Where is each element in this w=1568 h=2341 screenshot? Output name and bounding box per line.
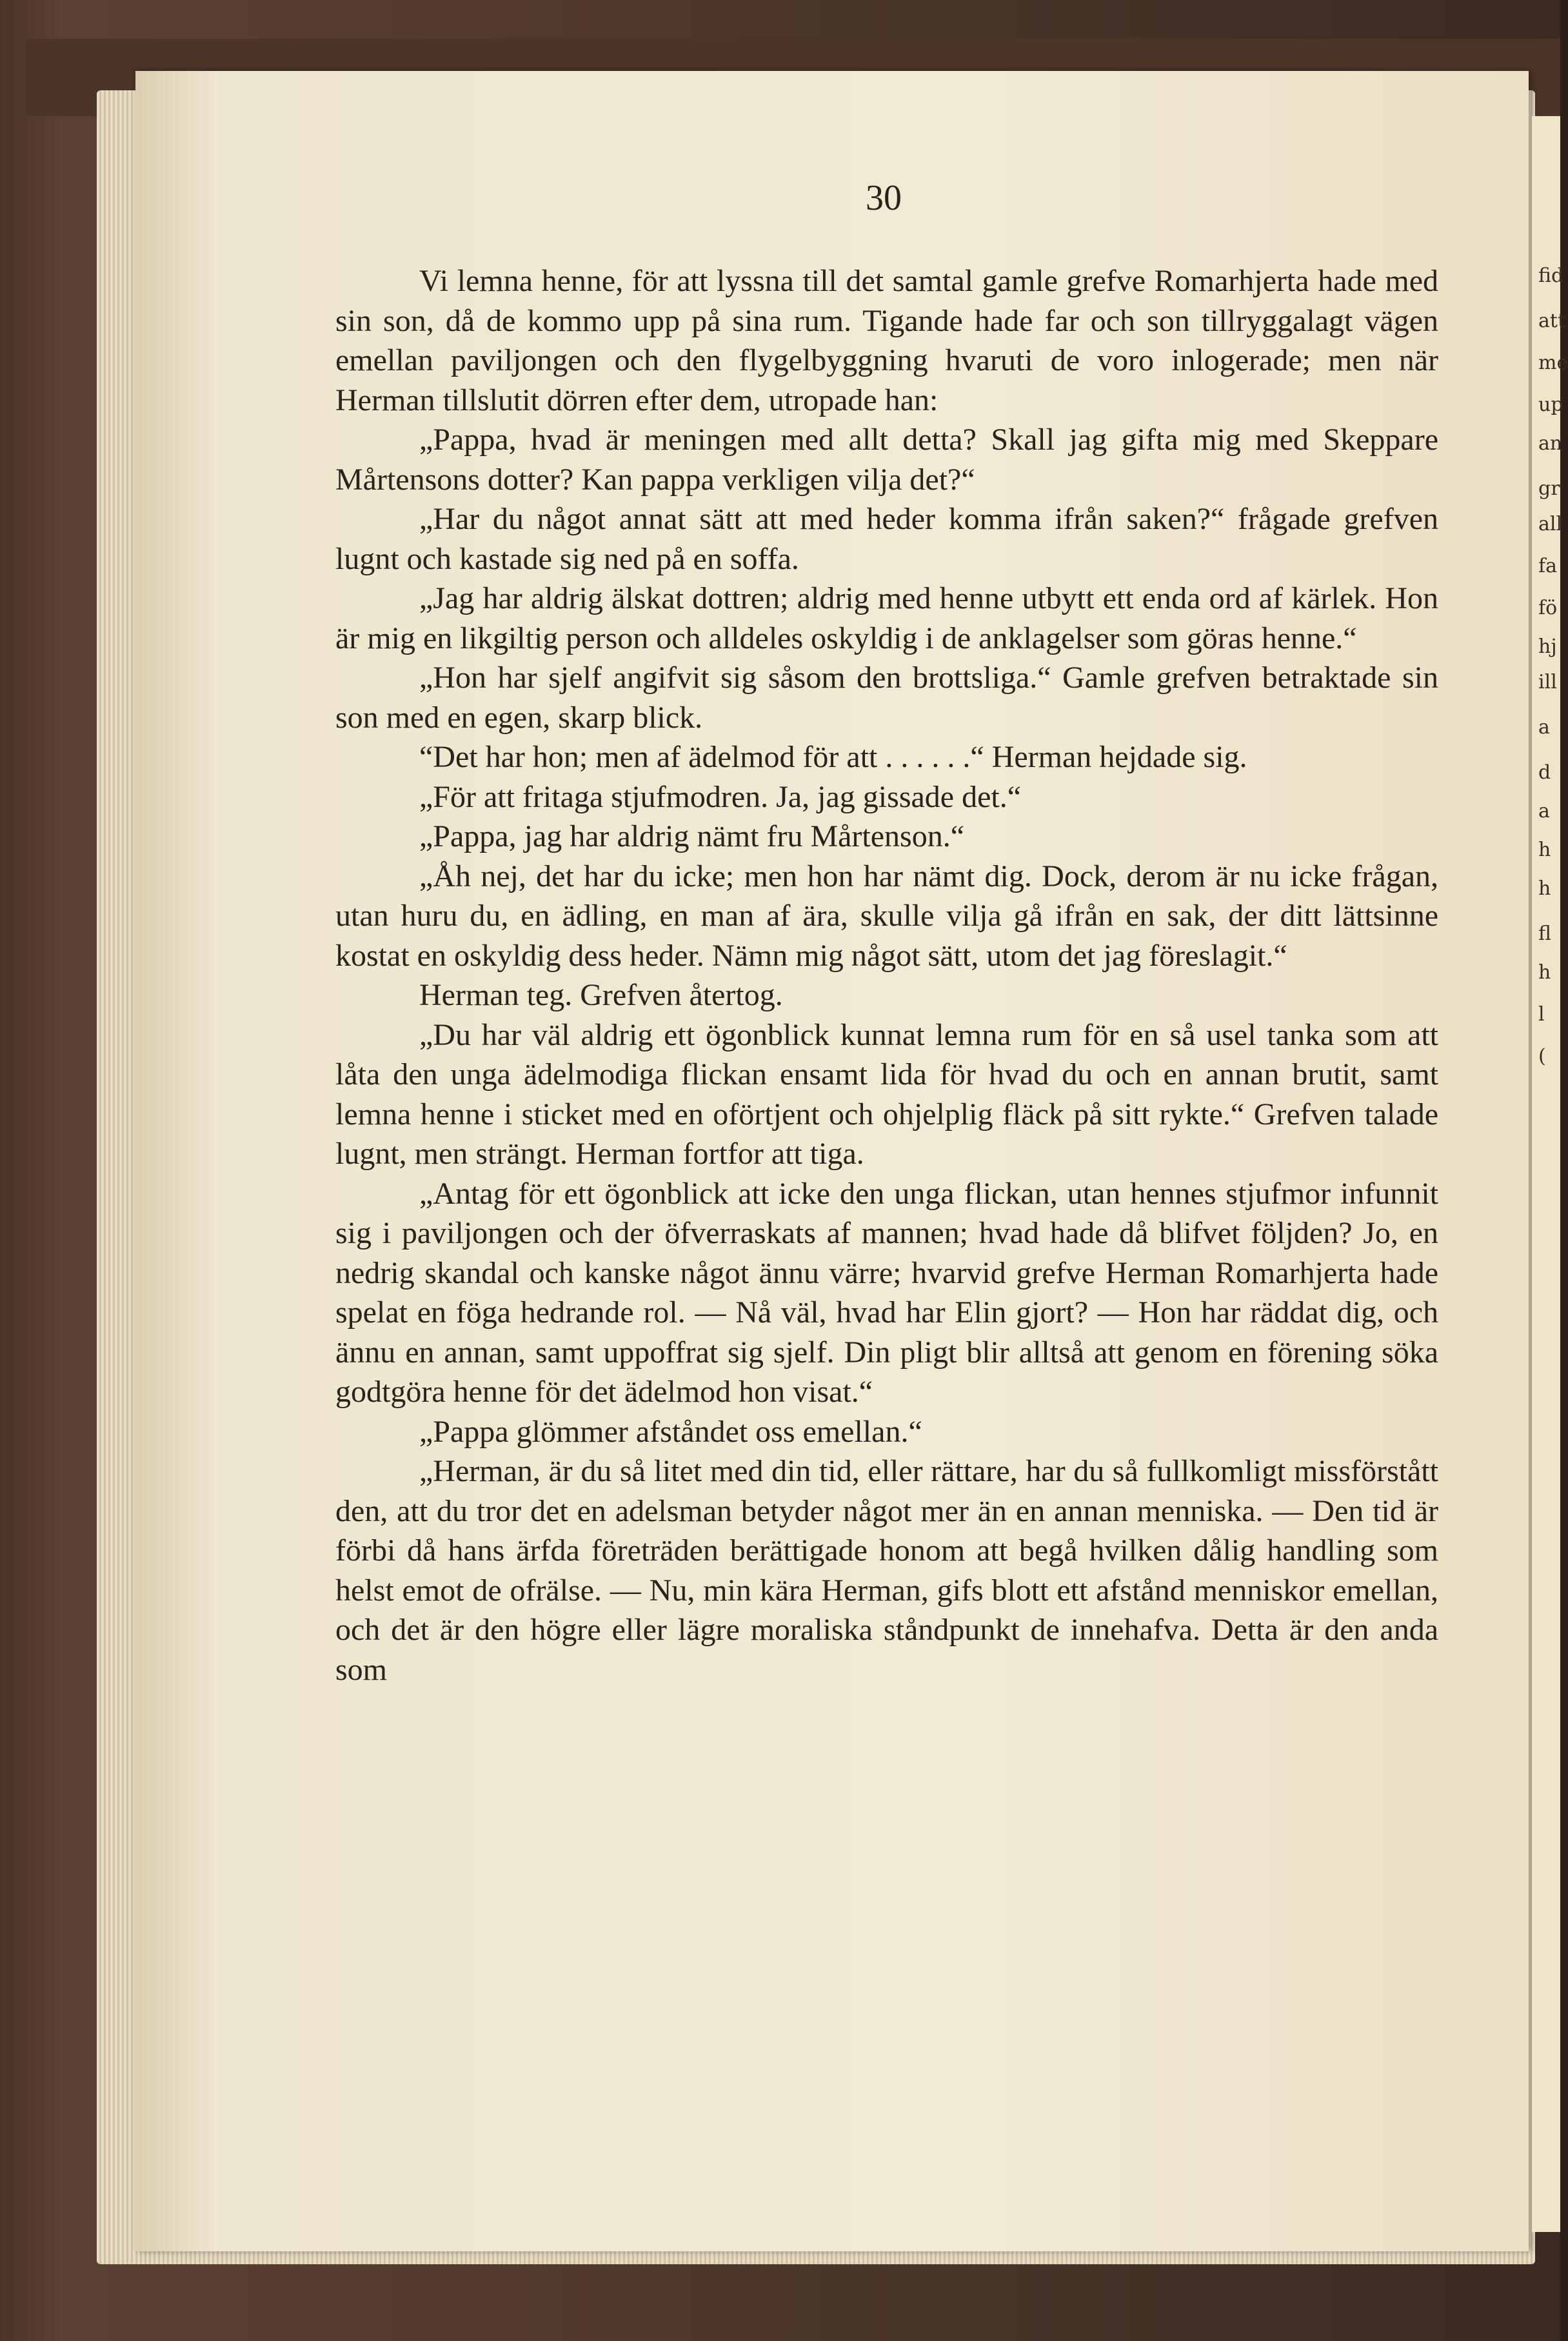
margin-fragment: fl <box>1538 922 1552 945</box>
paragraph: „Pappa, hvad är meningen med allt detta? Skall jag gifta mig med Skeppare Mårtensons dotter? Kan pappa verkligen vilja det?“ <box>335 423 1438 497</box>
margin-fragment: h <box>1538 839 1551 861</box>
margin-fragment: att <box>1538 310 1565 332</box>
next-page-margin <box>1532 116 1568 2232</box>
margin-fragment: hj <box>1538 635 1557 658</box>
paragraph: „För att fritaga stjufmodren. Ja, jag gissade det.“ <box>419 779 1022 814</box>
paragraph: „Pappa, jag har aldrig nämt fru Mårtenson.“ <box>419 819 965 853</box>
margin-fragment: d <box>1538 761 1551 784</box>
margin-fragment: an <box>1538 432 1563 455</box>
margin-fragment: gr <box>1538 477 1560 500</box>
paragraph: „Åh nej, det har du icke; men hon har nämt dig. Dock, derom är nu icke frågan, utan huru du, en ädling, en man af ära, skulle vilja gå ifrån en sak, der ditt lättsinne kostat en oskyldig dess heder. Nämn mig något sätt, utom det jag föreslagit.“ <box>335 859 1438 973</box>
margin-fragment: ( <box>1538 1045 1546 1068</box>
margin-fragment: h <box>1538 877 1551 900</box>
paragraph: „Du har väl aldrig ett ögonblick kunnat lemna rum för en så usel tanka som att låta den unga ädelmodiga flickan ensamt lida för hvad du och en annan brutit, samt lemna henne i sticket med en oförtjent och ohjelplig fläck på sitt rykte.“ Grefven talade lugnt, men strängt. Herman fortfor att tiga. <box>335 1017 1438 1171</box>
margin-fragment: a <box>1538 800 1550 822</box>
page-number: 30 <box>866 178 902 218</box>
paragraph: „Antag för ett ögonblick att icke den unga flickan, utan hennes stjufmor infunnit sig i paviljongen och der öfverraskats af mannen; hvad hade då blifvet följden? Jo, en nedrig skandal och kanske något ännu värre; hvarvid grefve Herman Romarhjerta hade spelat en föga hedrande rol. — Nå väl, hvad har Elin gjort? — Hon har räddat dig, och ännu en annan, samt uppoffrat sig sjelf. Din pligt blir alltså att genom en förening söka godtgöra henne för det ädelmod hon visat.“ <box>335 1176 1438 1409</box>
margin-fragment: up <box>1538 393 1563 416</box>
paragraph: „Hon har sjelf angifvit sig såsom den brottsliga.“ Gamle grefven betraktade sin son med en egen, skarp blick. <box>335 661 1438 735</box>
paragraph: „Jag har aldrig älskat dottren; aldrig med henne utbytt ett enda ord af kärlek. Hon är mig en likgiltig person och alldeles oskyldig i de anklagelser som göras henne.“ <box>335 581 1438 655</box>
margin-fragment: all <box>1538 513 1563 535</box>
margin-fragment: a <box>1538 716 1550 739</box>
paragraph: “Det har hon; men af ädelmod för att . . . . . .“ Herman hejdade sig. <box>419 740 1247 774</box>
paragraph: „Herman, är du så litet med din tid, eller rättare, har du så fullkomligt missförstått den, att du tror det en adelsman betyder något mer än en annan menniska. — Den tid är förbi då hans ärfda företräden berättigade honom att begå hvilken dålig handling som helst emot de ofrälse. — Nu, min kära Herman, gifs blott ett afstånd menniskor emellan, och det är den högre eller lägre moraliska ståndpunkt de innehafva. Detta är den anda som <box>335 1454 1438 1687</box>
margin-fragment: fid <box>1538 264 1564 287</box>
paragraph: Herman teg. Grefven återtog. <box>419 978 783 1012</box>
margin-fragment: l <box>1538 1003 1545 1026</box>
margin-fragment: fa <box>1538 555 1557 577</box>
body-text <box>335 261 1438 1689</box>
margin-fragment: me <box>1538 352 1568 374</box>
margin-fragment: ill <box>1538 671 1557 693</box>
margin-fragment: h <box>1538 961 1551 984</box>
paragraph: Vi lemna henne, för att lyssna till det samtal gamle grefve Romarhjerta hade med sin son, då de kommo upp på sina rum. Tigande hade far och son tillryggalagt vägen emellan paviljongen och den flygelbyggning hvaruti de voro inlogerade; men när Herman tillslutit dörren efter dem, utropade han: <box>335 264 1438 417</box>
paragraph: „Pappa glömmer afståndet oss emellan.“ <box>419 1414 922 1449</box>
paragraph: „Har du något annat sätt att med heder komma ifrån saken?“ frågade grefven lugnt och kastade sig ned på en soffa. <box>335 502 1438 576</box>
margin-fragment: fö <box>1538 597 1558 619</box>
